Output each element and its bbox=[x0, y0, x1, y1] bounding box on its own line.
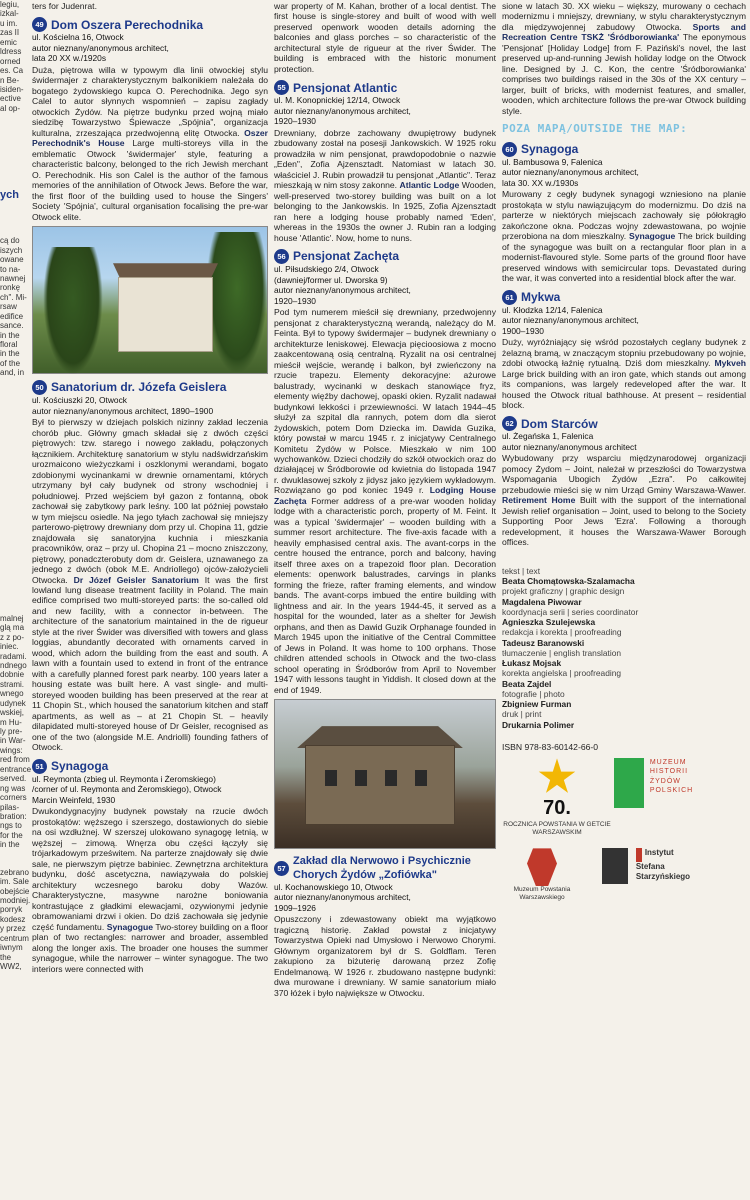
address-line: autor nieznany/anonymous architect, bbox=[502, 315, 639, 326]
entry-60-address bbox=[502, 157, 746, 189]
fragment-line: WW2, bbox=[0, 962, 22, 972]
fragment-line: dobnie bbox=[0, 670, 25, 680]
text-en: Former address of a pre-war wooden holiday lodge with a characteristic porch, property of M. Feint. It was a typical 'świdermajer' – wooden building with a summer resort architecture. The five-axis facade with a heavily emphasised central axis. The avant-corps in the centre housed the entrance, porch and balcony, having itself three axes on a trapezoid floor plan. Decoration elements: openwork balustrades, carvings in planks forming the frieze, rafter framing elements, and window bands. The avant-corps imbued the entire building with lightness and air. In the years 1944-45, it served as a hospital for the wounded, later as a shelter for Jewish orphans, and then as Dawid Guzik Orphanage founded in March 1945 upon the initiative of the Central Committee of Jews in Poland. It was home to 100 orphans. Those children attended schools in Otwock and the two-class school operating in Śródborów from April to November 1947 with lessons taught in Yiddish. It closed down at the end of 1949. bbox=[274, 495, 496, 695]
logo-line: ŻYDÓW bbox=[649, 777, 681, 785]
entry-50-body bbox=[32, 417, 268, 753]
column-2 bbox=[274, 0, 496, 1200]
credit-role: fotografie | photo bbox=[502, 688, 565, 699]
fragment-line: centrum bbox=[0, 933, 29, 943]
text-en-title: Synagogue bbox=[628, 231, 676, 242]
address-line: autor nieznany/anonymous architect, bbox=[274, 892, 411, 903]
address-line: 1920–1930 bbox=[274, 295, 316, 306]
fragment-line: es. Ca bbox=[0, 66, 24, 76]
entry-number: 51 bbox=[32, 759, 47, 774]
fragment-block-heading bbox=[0, 189, 26, 202]
intro-text: ters for Judenrat. bbox=[32, 1, 97, 11]
address-line: ul. Kościuszki 20, Otwock bbox=[32, 395, 127, 406]
address-line: 1909–1926 bbox=[274, 902, 316, 913]
text-en: Two-storey building on a floor plan of two rectangles: narrower and broader, assembled along the longer axis. The broader one houses the summer synagogue, while the narrower – winter synagogue. The two interiors were connected with bbox=[32, 921, 268, 974]
entry-number: 56 bbox=[274, 249, 289, 264]
text-en-title: Mykveh bbox=[714, 358, 746, 369]
address-line: lata 20 XX w./1920s bbox=[32, 53, 107, 64]
fragment-line: the bbox=[0, 952, 12, 962]
villa-photo bbox=[32, 226, 268, 374]
credit-role: druk | print bbox=[502, 709, 542, 720]
entry-57-heading bbox=[274, 855, 496, 882]
left-fragment-column bbox=[0, 0, 32, 1200]
polin-museum-logo bbox=[614, 758, 734, 808]
polin-icon bbox=[614, 758, 644, 808]
text-pl: Wybudowany przy wsparciu międzynarodowej organizacji pomocy Żydom – Joint, należał w przeszłości do Towarzystwa Wspomagania Ubogich Żydów „Ezra". Po całkowitej przebudowie mieści się w nim Urząd Gminy Warszawa-Wawer. bbox=[502, 453, 746, 495]
fragment-line: corners bbox=[0, 793, 27, 803]
entry-title: Pensjonat Zachęta bbox=[293, 249, 400, 264]
fragment-line: u im. bbox=[0, 18, 18, 28]
warsaw-rising-museum-logo bbox=[512, 848, 572, 902]
entry-title: Dom Oszera Perechodnika bbox=[51, 17, 204, 32]
fragment-line: bration: bbox=[0, 811, 27, 821]
fragment-line: wings: bbox=[0, 745, 23, 755]
fragment-line: udynek bbox=[0, 698, 26, 708]
text-en: The brick building of the synagogue was built on a rectangular floor plan in a modernist-flavoured style. Some parts of the ground floor have preserved windows with semicircular tops. Devastated during the war, it was converted into a residential block after the war. bbox=[502, 231, 747, 284]
text-en-title: Oszer Perechodnik's House bbox=[32, 127, 269, 149]
credit-role: korekta angielska | proofreading bbox=[502, 668, 622, 679]
fragment-line: al op- bbox=[0, 103, 21, 113]
credit-role: redakcja i korekta | proofreading bbox=[502, 627, 622, 638]
logo-caption bbox=[636, 848, 690, 881]
fragment-line: owane bbox=[0, 255, 24, 265]
text-en: Large brick building with an iron gate, which stands out among its companions, was largely redeveloped after the war. It housed the Otwock ritual bathhouse. At present – residential block. bbox=[502, 368, 746, 410]
address-line: autor nieznany/anonymous architect, bbox=[502, 167, 639, 178]
text-en: It was the first lowland lung disease treatment facility in Poland. The main edifice comprised two multi-storeyed parts: the so-called old and new facility, with a connector in-between. The architecture of the sanatorium maintained in the de rigueur style at the river Świder was diversified with towers and glass loggias, abundantly decorated with ornaments carved in wood, which adorn the building from the east and south. A lawn with a fountain used to extend in front of the entrance with a carefully planned forest park nearby. 100 years later a housing estate was built here. A vast single- and multi-storeyed wooden building has been preserved at the rear at 11 Chopin St., which housed the sanatorium kitchen and staff apartments, as well as – at 21 Chopin St. – heavily dilapidated multi-storeyed house of Dr Geisler, recognised as one of the two (alongside M.E. Andriolli) founding fathers of Otwock. bbox=[32, 574, 268, 753]
entry-61-heading bbox=[502, 290, 746, 305]
fragment-line: rsaw bbox=[0, 302, 17, 312]
text-en: The eponymous 'Pensjonat' [Holiday Lodge] from F. Paziński's novel, the last preserved up-and-running Jewish holiday lodge on the Otwock line. Designed by J. C. Kon, the centre 'Śródborowianka' comprises two buildings raised in the 30s of the XX century – larger, built of bricks, with modernist features, and smaller, wooden, which architecture follows the pre-war Otwock building style. bbox=[502, 32, 747, 116]
text-en-title: Retirement Home bbox=[502, 495, 576, 506]
entry-title: Zakład dla Nerwowo i Psychicznie Chorych Żydów „Zofiówka" bbox=[293, 855, 471, 881]
entry-55-body bbox=[274, 128, 496, 243]
logo-line: MUZEUM bbox=[649, 759, 687, 767]
fragment-line: ective bbox=[0, 94, 21, 104]
silhouette-icon bbox=[602, 848, 628, 884]
isbn: ISBN 978-83-60142-66-0 bbox=[502, 741, 599, 752]
entry-number: 62 bbox=[502, 416, 517, 431]
credit-name: Zbigniew Furman bbox=[502, 699, 572, 710]
address-line: ul. Kłodzka 12/14, Falenica bbox=[502, 304, 603, 315]
fragment-block-top bbox=[0, 0, 26, 113]
address-line: 1920–1930 bbox=[274, 116, 316, 127]
text-en-title: Atlantic Lodge bbox=[399, 180, 460, 191]
fragment-line: zas II bbox=[0, 28, 20, 38]
fragment-line: legiu, bbox=[0, 0, 20, 9]
credit-role: tłumaczenie | english translation bbox=[502, 647, 622, 658]
address-line: ul. Reymonta (zbieg ul. Reymonta i Żeromskiego) bbox=[32, 773, 216, 784]
fragment-line: zebrano bbox=[0, 867, 29, 877]
fragment-line: malnej bbox=[0, 613, 24, 623]
entry-55-address bbox=[274, 95, 496, 127]
text-pl: Był to pierwszy w dziejach polskich nizinny zakład leczenia chorób płuc. Główny gmach składał się z dwóch części piętrowych: tzw. starego i nowego zakładu, połączonych łącznikiem. Architekturę sanatorium w stylu nadświdrzańskim urozmaicono wieżyczkami i oszklonymi werandami, bogato zdobionymi wycinankami w drewnie ornamentami, których utrzymany był cały budynek od strony wschodniej i południowej. Przed wejściem był gazon z fontanną, obok zachował się zabytkowy park leśny. 100 lat później powstało w tym miejscu osiedle. Na jego tyłach zachował się mniejszy parterowo-piętrowy drewniany dom przy ul. Chopina 11, gdzie znajdowała się sanatoryjna kuchnia i mieszkania pracowników, oraz – przy ul. Chopina 21 – mocno zniszczony, piętrowy, ponadczterobuty dom dr. Geislera, uznawanego za jednego z dwóch (obok M.E. Andriollego) ojców-założycieli Otwocka. bbox=[32, 417, 268, 585]
address-line: ul. Żegańska 1, Falenica bbox=[502, 431, 594, 442]
entry-number: 55 bbox=[274, 80, 289, 95]
text-pl: Duży, wyróżniający się wśród pozostałych ceglany budynek z żelazną bramą, w znaczącym stopniu przebudowany po wojnie, zdobi otwocką łaźnię rytualną. Dziś dom mieszkalny. bbox=[502, 337, 746, 369]
address-line: Marcin Weinfeld, 1930 bbox=[32, 794, 116, 805]
logo-number: 70. bbox=[543, 797, 571, 820]
address-line: /corner of ul. Reymonta and Żeromskiego), Otwock bbox=[32, 784, 222, 795]
fragment-line: ch". Mi- bbox=[0, 292, 27, 302]
address-line: ul. Kościelna 16, Otwock bbox=[32, 32, 124, 43]
credit-name: Agnieszka Szulejewska bbox=[502, 617, 596, 628]
entry-51-address bbox=[32, 774, 268, 806]
column-3 bbox=[502, 0, 746, 1200]
text-pl: Drewniany, dobrze zachowany dwupiętrowy budynek zbudowany został na posesji Jankowskich. W 1925 roku prowadziła w nim pensjonat, prawdopodobnie o nazwie „Eden", Zofia Ajzensztadt. Natomiast w latach 30. właściciel J. Rubin prowadził tu pensjonat „Atlantic". Teraz mieszkają w nim stosy zakonne. bbox=[274, 127, 496, 191]
starzynski-institute-logo bbox=[602, 848, 742, 884]
entry-51-body bbox=[32, 806, 268, 974]
fragment-line: ronkę bbox=[0, 283, 21, 293]
logo-line: POLSKICH bbox=[649, 786, 694, 794]
text-en: Wooden, well-preserved two-storey building was built on a lot belonging to the Jankowskis. In 1925, Zofia Ajzensztadt ran here a lodging house probably named 'Eden', whereas in the 1930s the owner J. Rubin ran a lodging house 'Atlantic'. Now, home to nuns. bbox=[274, 180, 497, 243]
address-line: autor nieznany/anonymous architect, 1890–1900 bbox=[32, 405, 214, 416]
fragment-line: ngs to bbox=[0, 821, 22, 831]
daffodil-icon bbox=[538, 758, 576, 796]
address-line: (dawniej/former ul. Dworska 9) bbox=[274, 274, 388, 285]
entry-49-address bbox=[32, 32, 268, 64]
fragment-line: served. bbox=[0, 774, 27, 784]
entry-50-address bbox=[32, 395, 268, 416]
fragment-line: porryk bbox=[0, 905, 23, 915]
logo-line: Instytut bbox=[644, 848, 674, 858]
logo-line: Starzyńskiego bbox=[635, 871, 691, 881]
fragment-line: in the bbox=[0, 840, 20, 850]
fragment-line: in the bbox=[0, 349, 20, 359]
fragment-line: obejście bbox=[0, 886, 30, 896]
text-pl: Murowany z cegły budynek synagogi wzniesiono na planie prostokąta w stylu nawiązującym do modernizmu. Do dziś na parterze w niektórych miejscach zachowały się półokrągło zakończone okna. Podczas wojny zdewastowana, po wojnie przerobiona na dom mieszkalny. bbox=[502, 189, 746, 242]
entry-57-body: Opuszczony i zdewastowany obiekt ma wyjątkowo tragiczną historię. Zakład powstał z inicjatywy Towarzystwa Opieki nad Umysłowo i Nerwowo Chorymi. Głównym organizatorem był dr S. Goldflam. Teren zakupiono za biżuterię darowaną przez Zofię Endelmanową. W 1926 r. zbudowano następne budynki: dwa murowane i drewniany. W samie sanatorium miało 370 łóżek i było największe w Otwocku. bbox=[274, 914, 496, 998]
entry-number: 60 bbox=[502, 142, 517, 157]
fragment-line: orned bbox=[0, 56, 21, 66]
address-line: ul. M. Konopnickiej 12/14, Otwock bbox=[274, 95, 401, 106]
uprising-70-logo bbox=[502, 758, 612, 836]
credit-name: Drukarnia Polimer bbox=[502, 719, 575, 730]
text-pl: sione w latach 30. XX wieku – większy, murowany o cechach modernizmu i mniejszy, drewniany, w stylu charakterystycznym dla międzywojennej zabudowy Otwocka. bbox=[502, 1, 746, 32]
entry-62-address bbox=[502, 431, 746, 452]
entry-title: Dom Starców bbox=[521, 416, 598, 431]
text-en-title: Sports and Recreation Centre TSKŻ 'Śródborowianka' bbox=[502, 21, 746, 43]
fragment-line: strami. bbox=[0, 679, 24, 689]
address-line: 1900–1930 bbox=[502, 325, 544, 336]
entry-62-body bbox=[502, 453, 746, 547]
entry-56-heading bbox=[274, 249, 496, 264]
entry-60-body bbox=[502, 189, 746, 283]
fragment-line: in War- bbox=[0, 736, 26, 746]
fragment-line: emic bbox=[0, 37, 17, 47]
fragment-line: wskiej, bbox=[0, 708, 25, 718]
credit-name: Beata Zajdel bbox=[502, 678, 552, 689]
entry-57-address bbox=[274, 882, 496, 914]
entry-62-heading bbox=[502, 416, 746, 431]
fragment-line: izkal- bbox=[0, 9, 19, 19]
fragment-line: im. Sale bbox=[0, 877, 29, 887]
text-en-title: Lodging House Zachęta bbox=[274, 485, 496, 506]
entry-60-heading bbox=[502, 142, 746, 157]
fragment-line: radami. bbox=[0, 651, 27, 661]
entry-49-body bbox=[32, 65, 268, 222]
entry-number: 61 bbox=[502, 290, 517, 305]
fragment-line: cą do bbox=[0, 236, 20, 246]
anchor-icon bbox=[527, 848, 557, 886]
credit-name: Tadeusz Baranowski bbox=[502, 637, 585, 648]
logo-line: Stefana bbox=[635, 862, 665, 872]
credit-name: Magdalena Piwowar bbox=[502, 596, 582, 607]
intro-text: war property of M. Kahan, brother of a local dentist. The first house is single-storey and built of wood with well preserved openwork wooden details adorning the balconies and glass porches – so characteristic of the architectural style de rigueur at the river Świder. The building is embraced with the historic monument protection. bbox=[274, 1, 496, 74]
fragment-block-mid bbox=[0, 236, 26, 378]
address-line: ul. Kochanowskiego 10, Otwock bbox=[274, 881, 393, 892]
fragment-line: ych bbox=[0, 189, 19, 202]
entry-title: Mykwa bbox=[521, 289, 561, 304]
fragment-line: to na- bbox=[0, 264, 21, 274]
credit-role: koordynacja serii | series coordinator bbox=[502, 606, 639, 617]
entry-61-address bbox=[502, 305, 746, 337]
address-line: autor nieznany/anonymous architect, bbox=[274, 105, 411, 116]
fragment-line: m Hu- bbox=[0, 717, 22, 727]
entry-number: 50 bbox=[32, 380, 47, 395]
entry-title: Synagoga bbox=[521, 141, 579, 156]
logo-caption bbox=[650, 758, 693, 794]
credit-role: tekst | text bbox=[502, 565, 541, 576]
text-pl: Duża, piętrowa willa w typowym dla linii otwockiej stylu świdermajer z charakterystycznym balkonikiem należała do bogatego żydowskiego kupca O. Perechodnika. Jego syn Calel to autor słynnych wspomnień – zapisu zagłady otwockich Żydów. Na piętrze budynku przed wojną miało siedzibę Towarzystwo Śpiewacze „Spójnia", organizacja kulturalna, zrzeszająca przedwojenną elitę Otwocka. bbox=[32, 64, 268, 138]
fragment-line: sance. bbox=[0, 321, 24, 331]
fragment-line: edifice bbox=[0, 311, 24, 321]
entry-50-heading bbox=[32, 380, 268, 395]
logo-line: HISTORII bbox=[649, 768, 689, 776]
column-1 bbox=[32, 0, 268, 1200]
entry-title: Pensjonat Atlantic bbox=[293, 80, 398, 95]
entry-61-body bbox=[502, 337, 746, 410]
text-pl: Pod tym numerem mieścił się drewniany, przedwojenny pensjonat z charakterystyczną werandą, należący do M. Feinta. Był to typowy świdermajer – budynek drewniany o architekturze leniskowej. Elewacja pięcioosiowa z mocno zaakcentowaną osią centralną. Ryzalit na osi centralnej mieścił wejście, werandę i balkon, był zwieńczony na rzucie trapezu. Elementy dekoracyjne: ażurowe balustrady, wycinanki w deskach stanowiące fryz, elementy więźby dachowej, opaski okien. Ryzalit nadawał budynkowi lekkości i przewiewności. W latach 1944–45 służył za szpital dla rannych, potem dom dla sierot żydowskich, potem Dom Dziecka im. Dawida Guzika, który powstał w marcu 1945 r. z inicjatywy Centralnego Komitetu Żydów w Polsce. Mieszkało w nim 100 wychowanków. Dzieci chodziły do szkół otwockich oraz do działającej w Śródborowie od kwietnia do listopada 1947 r. dwuklasowej szkoły z jidysz jako językiem wykładowym. Rozwiązano go pod koniec 1949 r. bbox=[274, 307, 496, 496]
fragment-line: ndnego bbox=[0, 660, 27, 670]
fragment-line: red from bbox=[0, 755, 30, 765]
fragment-line: iwnym bbox=[0, 943, 23, 953]
address-line: autor nieznany/anonymous architect, bbox=[32, 42, 169, 53]
credit-name: Beata Chomątowska-Szalamacha bbox=[502, 576, 635, 587]
fragment-line: kodesz bbox=[0, 914, 26, 924]
text-pl: Dwukondygnacyjny budynek powstały na rzucie dwóch prostokątów: węższego i szerszego, dostawionych do siebie na osi wzdłużnej. W szerszej ulokowano synagogę letnią, w węższej – zimową. Wnęrza obu części łączyły się trójarkadowym prześwitem. Na parterze znajdowały się dwie sale, ne pierwszym piętrze babiniec. Zewnętrzna architektura budynku, dość ascetyczna, nawiązywała do polskiej architektury wczesnego baroku doby Wazów. Charakterystyczne, masywne narożne boniowania kontrastujące z gładkimi elewacjami, ozywionymi jedynie obramowaniami drzwi i okien. Do dziś zachowała się jedynie część fundamentu. bbox=[32, 806, 268, 932]
address-line: lata 30. XX w./1930s bbox=[502, 177, 579, 188]
entry-title: Synagoga bbox=[51, 758, 109, 773]
entry-56-address bbox=[274, 264, 496, 306]
entry-55-heading bbox=[274, 80, 496, 95]
address-line: autor nieznany/anonymous architect, bbox=[274, 285, 411, 296]
fragment-block-bottom bbox=[0, 613, 32, 850]
fragment-line: n Be- bbox=[0, 75, 20, 85]
entry-number: 49 bbox=[32, 17, 47, 32]
fragment-line: wnego bbox=[0, 689, 24, 699]
partner-logos bbox=[502, 758, 746, 908]
fragment-line: y przez bbox=[0, 924, 26, 934]
text-en: Large multi-storeys villa in the emblematic Otwock 'świdermajer' style, featuring a characteristic balcony, belonged to the rich Jewish merchant O. Perechodnik. His son Calel is the author of the famous memories of the annihilation of Otwock Jews. Before the war, the first floor of the building used to house the Singers' Society 'Spójnia', cultural organisation focalising the pre-war Otwock elite. bbox=[32, 138, 268, 222]
text-en-title: Dr Józef Geisler Sanatorium bbox=[73, 574, 199, 585]
entry-56-body bbox=[274, 307, 496, 695]
credit-role: projekt graficzny | graphic design bbox=[502, 586, 625, 597]
fragment-line: ng was bbox=[0, 783, 26, 793]
fragment-line: nawnej bbox=[0, 273, 26, 283]
fragment-line: ldress bbox=[0, 47, 22, 57]
credit-name: Łukasz Mojsak bbox=[502, 658, 562, 669]
entry-49-heading bbox=[32, 17, 268, 32]
zofiowka-photo bbox=[274, 699, 496, 849]
fragment-line: in the bbox=[0, 330, 20, 340]
intro-text bbox=[502, 1, 746, 116]
outside-map-banner: POZA MAPĄ/OUTSIDE THE MAP: bbox=[502, 122, 688, 136]
text-en-title: Synagogue bbox=[106, 921, 154, 932]
address-line: ul. Bambusowa 9, Falenica bbox=[502, 156, 603, 167]
fragment-line: z z po- bbox=[0, 632, 25, 642]
fragment-line: of the bbox=[0, 358, 21, 368]
fragment-line: iniec. bbox=[0, 642, 19, 652]
fragment-block-bottom2 bbox=[0, 867, 31, 972]
fragment-line: floral bbox=[0, 340, 18, 350]
logo-caption: ROCZNICA POWSTANIA W GETCIE WARSZAWSKIM bbox=[503, 820, 611, 836]
fragment-line: pilas- bbox=[0, 802, 20, 812]
entry-title: Sanatorium dr. Józefa Geislera bbox=[51, 380, 227, 395]
fragment-line: and, in bbox=[0, 368, 25, 378]
address-line: autor nieznany/anonymous architect bbox=[502, 441, 637, 452]
fragment-line: iszych bbox=[0, 245, 23, 255]
entry-number: 57 bbox=[274, 861, 289, 876]
fragment-line: isiden- bbox=[0, 84, 24, 94]
entry-51-heading bbox=[32, 759, 268, 774]
fragment-line: ly pre- bbox=[0, 727, 23, 737]
fragment-line: glą ma bbox=[0, 623, 25, 633]
credits bbox=[502, 566, 746, 730]
text-en: Built with the support of the international Jewish relief organisation – Joint, used to belong to the Society Supporting Poor Jews 'Ezra'. Following a thorough redevelopment, it houses the Warszawa-Wawer Borough offices. bbox=[502, 495, 747, 548]
address-line: ul. Piłsudskiego 2/4, Otwock bbox=[274, 264, 379, 275]
fragment-line: for the bbox=[0, 830, 23, 840]
fragment-line: entrance bbox=[0, 764, 32, 774]
logo-caption: Muzeum Powstania Warszawskiego bbox=[513, 886, 571, 902]
fragment-line: modniej. bbox=[0, 896, 31, 906]
